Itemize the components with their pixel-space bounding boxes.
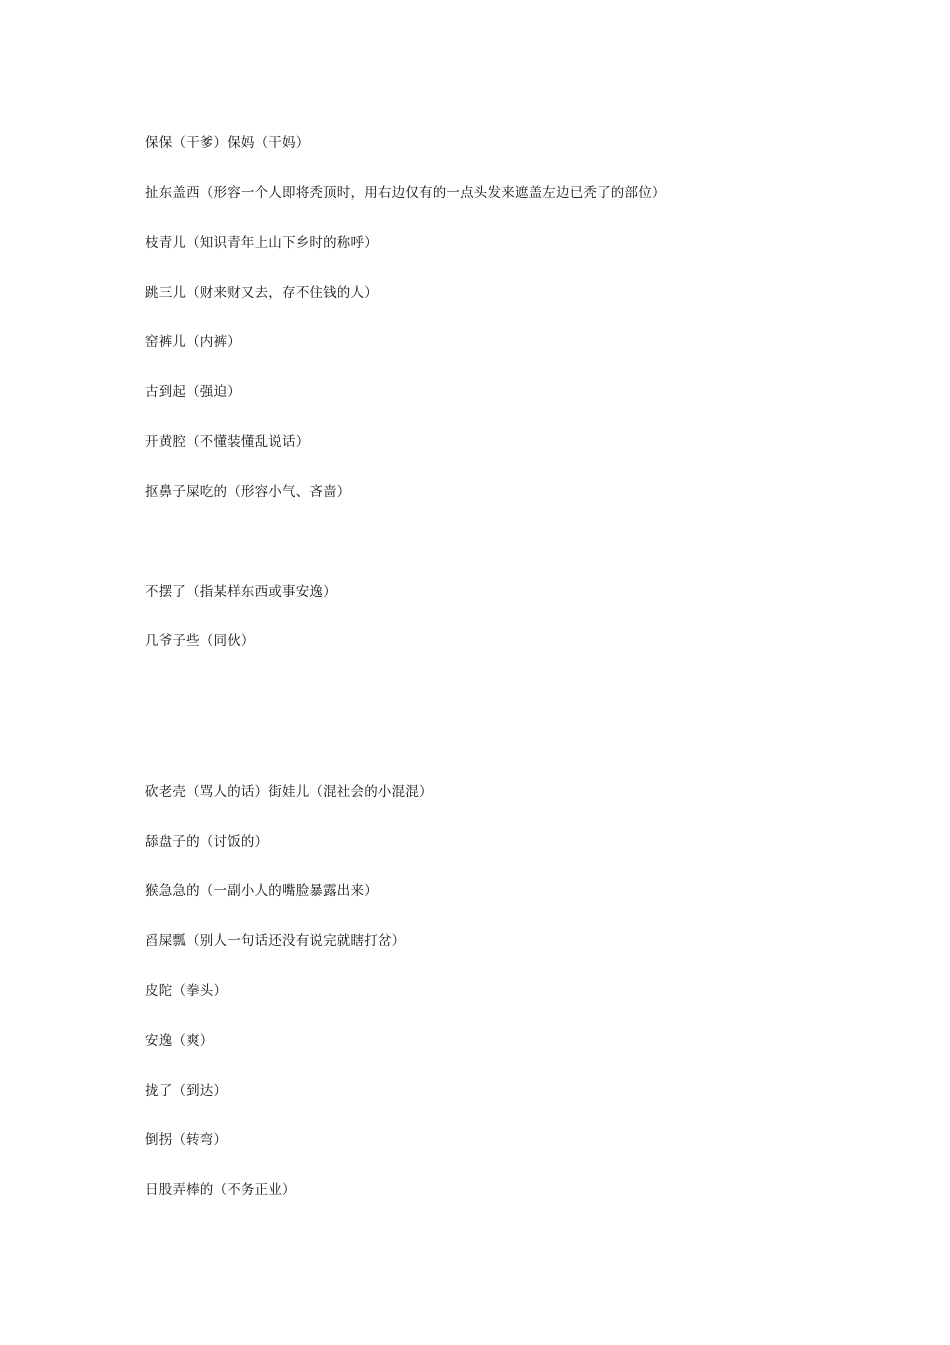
text-line: 砍老壳（骂人的话）街娃儿（混社会的小混混） (145, 784, 433, 800)
text-line: 猴急急的（一副小人的嘴脸暴露出来） (145, 883, 378, 899)
text-line: 开黄腔（不懂装懂乱说话） (145, 434, 310, 450)
text-line: 拢了（到达） (145, 1083, 228, 1099)
text-line: 抠鼻子屎吃的（形容小气、吝啬） (145, 484, 351, 500)
text-line: 几爷子些（同伙） (145, 633, 255, 649)
text-line: 皮陀（拳头） (145, 983, 228, 999)
text-line: 舔盘子的（讨饭的） (145, 834, 269, 850)
text-line: 扯东盖西（形容一个人即将秃顶时，用右边仅有的一点头发来遮盖左边已秃了的部位） (145, 185, 666, 201)
text-line: 窑裤儿（内裤） (145, 334, 241, 350)
text-line: 舀屎瓢（别人一句话还没有说完就瞎打岔） (145, 933, 406, 949)
text-line: 跳三儿（财来财又去，存不住钱的人） (145, 285, 378, 301)
text-line: 日股弄棒的（不务正业） (145, 1182, 296, 1198)
text-line: 不摆了（指某样东西或事安逸） (145, 584, 337, 600)
text-line: 枝青儿（知识青年上山下乡时的称呼） (145, 235, 378, 251)
text-line: 倒拐（转弯） (145, 1132, 228, 1148)
text-line: 古到起（强迫） (145, 384, 241, 400)
text-line: 安逸（爽） (145, 1033, 214, 1049)
text-line: 保保（干爹）保妈（干妈） (145, 135, 310, 151)
